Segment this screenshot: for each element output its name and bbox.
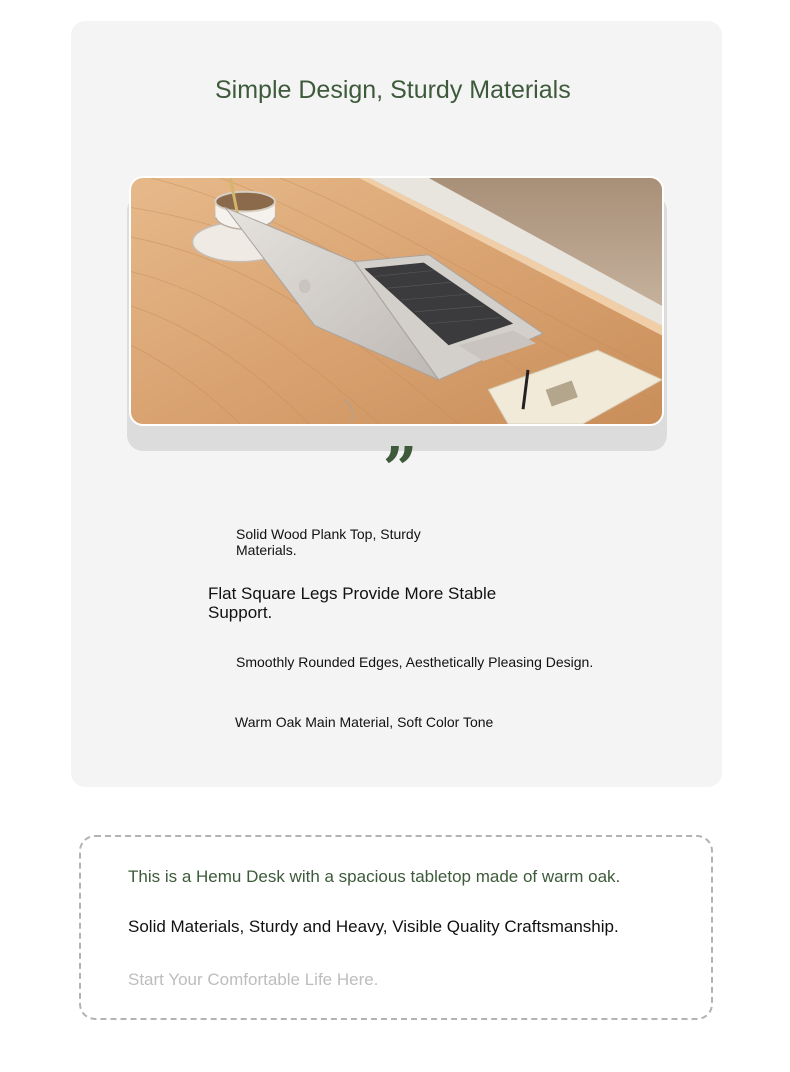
summary-box xyxy=(79,835,713,1020)
section-title: Simple Design, Sturdy Materials xyxy=(215,76,571,104)
summary-tagline: Start Your Comfortable Life Here. xyxy=(128,970,379,989)
product-photo xyxy=(129,176,664,426)
quote-mark-icon: ” xyxy=(382,435,418,505)
feature-rounded-edges: Smoothly Rounded Edges, Aesthetically Pleasing Design. xyxy=(236,654,594,670)
laptop-logo xyxy=(299,279,311,293)
feature-warm-oak: Warm Oak Main Material, Soft Color Tone xyxy=(235,714,494,730)
summary-quality: Solid Materials, Sturdy and Heavy, Visible Quality Craftsmanship. xyxy=(128,917,619,936)
feature-solid-wood: Solid Wood Plank Top, Sturdy Materials. xyxy=(236,526,421,558)
feature-square-legs: Flat Square Legs Provide More Stable Support. xyxy=(208,584,497,622)
summary-intro: This is a Hemu Desk with a spacious tabletop made of warm oak. xyxy=(128,867,621,886)
desk-illustration xyxy=(131,178,662,424)
